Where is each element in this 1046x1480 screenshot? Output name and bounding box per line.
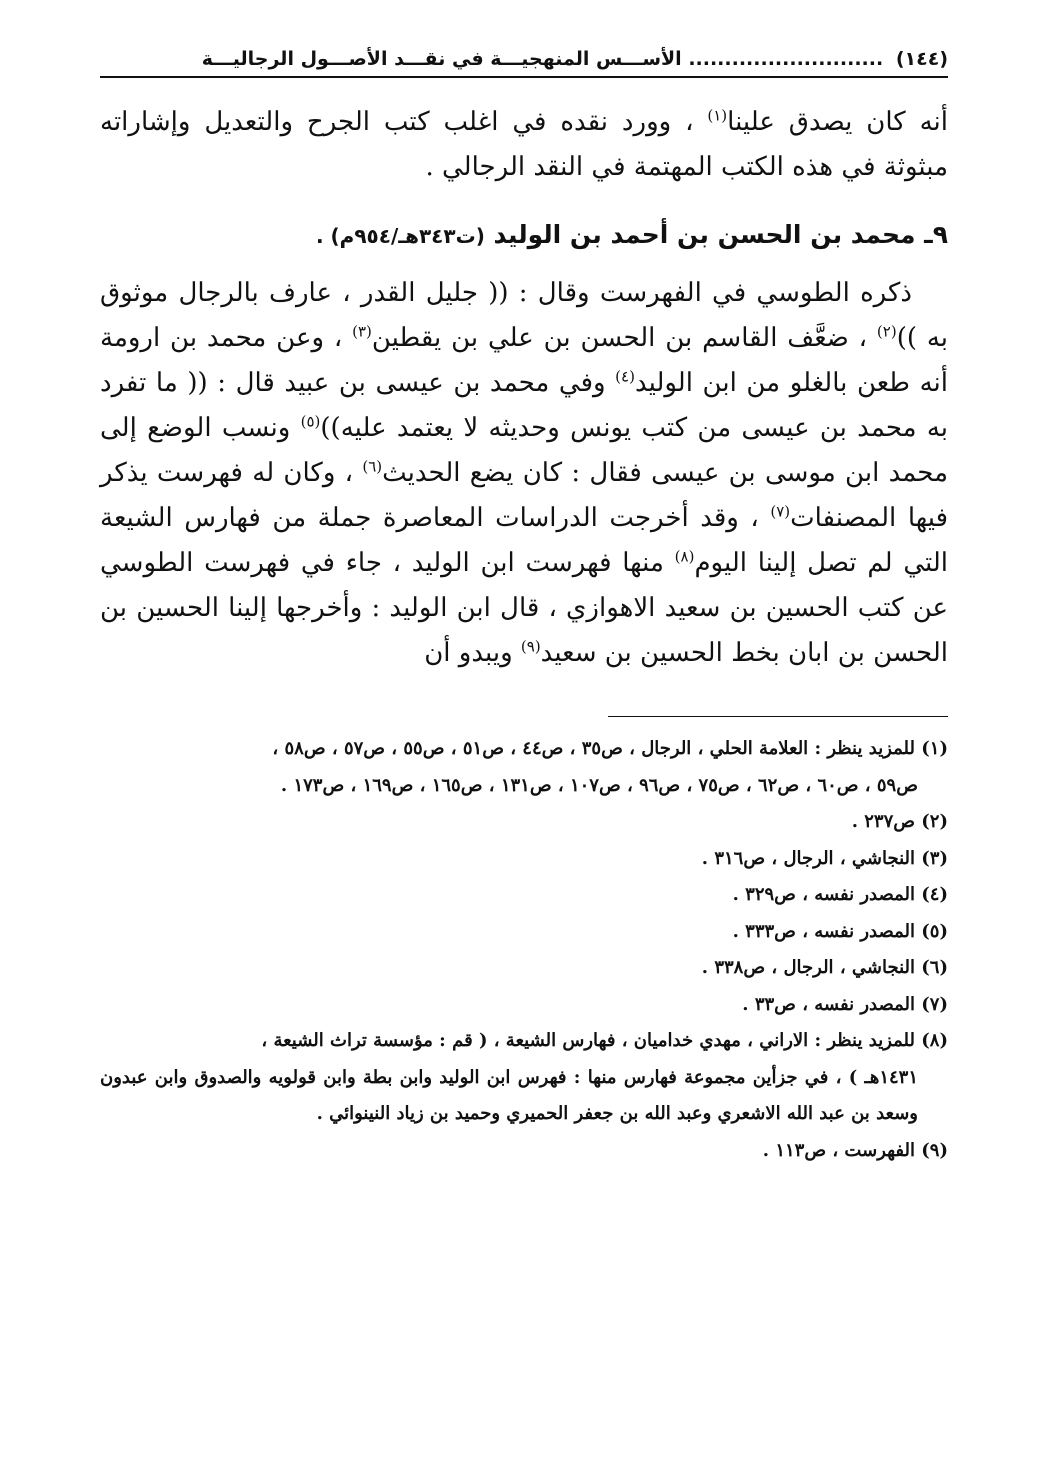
footnotes: [100, 731, 948, 1169]
footnote-ref-4: (٤): [615, 367, 635, 386]
footnote-8-continued: ١٤٣١هـ ) ، في جزأين مجموعة فهارس منها : فهرس ابن الوليد وابن بطة وابن قولويه والصدوق وابن عبدون وسعد بن عبد الله الاشعري وعبد الله بن جعفر الحميري وحميد بن زياد النينوائي .: [100, 1066, 918, 1124]
footnote-ref-8: (٨): [674, 547, 695, 566]
footnote-3: (٣) النجاشي ، الرجال ، ص٣١٦ .: [701, 847, 948, 869]
footnote-divider: [608, 716, 948, 717]
footnote-1-continued: ص٥٩ ، ص٦٠ ، ص٦٢ ، ص٧٥ ، ص٩٦ ، ص١٠٧ ، ص١٣١ ، ص١٦٥ ، ص١٦٩ ، ص١٧٣ .: [280, 774, 918, 796]
footnote-ref-3: (٣): [352, 322, 372, 341]
footnote-2: (٢) ص٢٣٧ .: [851, 811, 948, 832]
footnote-4: (٤) المصدر نفسه ، ص٣٢٩ .: [732, 884, 948, 905]
header-dots: ...........................: [688, 48, 884, 70]
book-title: الأســـس المنهجيـــة في نقـــد الأصـــول الرجاليـــة: [201, 48, 682, 70]
main-text: [100, 100, 948, 676]
footnote-9: (٩) الفهرست ، ص١١٣ .: [762, 1139, 948, 1161]
footnote-6: (٦) النجاشي ، الرجال ، ص٣٣٨ .: [701, 957, 948, 978]
page-number: (١٤٤): [895, 48, 948, 70]
footnote-1: (١) للمزيد ينظر : العلامة الحلي ، الرجال ، ص٣٥ ، ص٤٤ ، ص٥١ ، ص٥٥ ، ص٥٧ ، ص٥٨ ،: [272, 738, 948, 759]
running-header: [100, 42, 948, 78]
footnote-ref-6: (٦): [362, 457, 383, 476]
footnote-5: (٥) المصدر نفسه ، ص٣٣٣ .: [732, 920, 948, 942]
footnote-ref-5: (٥): [300, 412, 321, 431]
book-page: [100, 42, 948, 1169]
footnote-ref-9: (٩): [520, 637, 541, 656]
heading-date: (ت٣٤٣هـ/٩٥٤م) .: [315, 224, 485, 248]
footnote-8: (٨) للمزيد ينظر : الاراني ، مهدي خداميان ، فهارس الشيعة ، ( قم : مؤسسة تراث الشيعة ،: [261, 1030, 948, 1051]
footnote-ref-7: (٧): [770, 502, 791, 521]
footnote-7: (٧) المصدر نفسه ، ص٣٣ .: [742, 993, 948, 1015]
section-heading: ٩ـ محمد بن الحسن بن أحمد بن الوليد (ت٣٤٣هـ/٩٥٤م) .: [315, 220, 948, 249]
paragraph-2: ذكره الطوسي في الفهرست وقال : (( جليل القدر ، عارف بالرجال موثوق به ))$^{(٢)}$ ، ضعَّف القاسم بن الحسن بن علي بن يقطين$^{(٣)}$ ، وعن محمد بن ارومة أنه طعن بالغلو من ابن الوليد$^{(٤)}$ وفي محمد بن عيسى بن عبيد قال : (( ما تفرد به محمد بن عيسى من كتب يونس وحديثه لا يعتمد عليه))$^{(٥)}$ ونسب الوضع إلى محمد ابن موسى بن عيسى فقال : كان يضع الحديث$^{(٦)}$ ، وكان له فهرست يذكر فيها المصنفات$^{(٧)}$ ، وقد أخرجت الدراسات المعاصرة جملة من فهارس الشيعة التي لم تصل إلينا اليوم$^{(٨)}$ منها فهرست ابن الوليد ، جاء في فهرست الطوسي عن كتب الحسين بن سعيد الاهوازي ، قال ابن الوليد : وأخرجها إلينا الحسين بن الحسن بن ابان بخط الحسين بن سعيد$^{(٩)}$ ويبدو أن: [100, 278, 948, 668]
footnote-ref-2: (٢): [876, 322, 897, 341]
footnote-ref-1: (١): [707, 106, 728, 125]
paragraph-1: أنه كان يصدق علينا$^{(١)}$ ، وورد نقده في اغلب كتب الجرح والتعديل وإشاراته مبثوثة في هذه الكتب المهتمة في النقد الرجالي .: [100, 106, 948, 182]
